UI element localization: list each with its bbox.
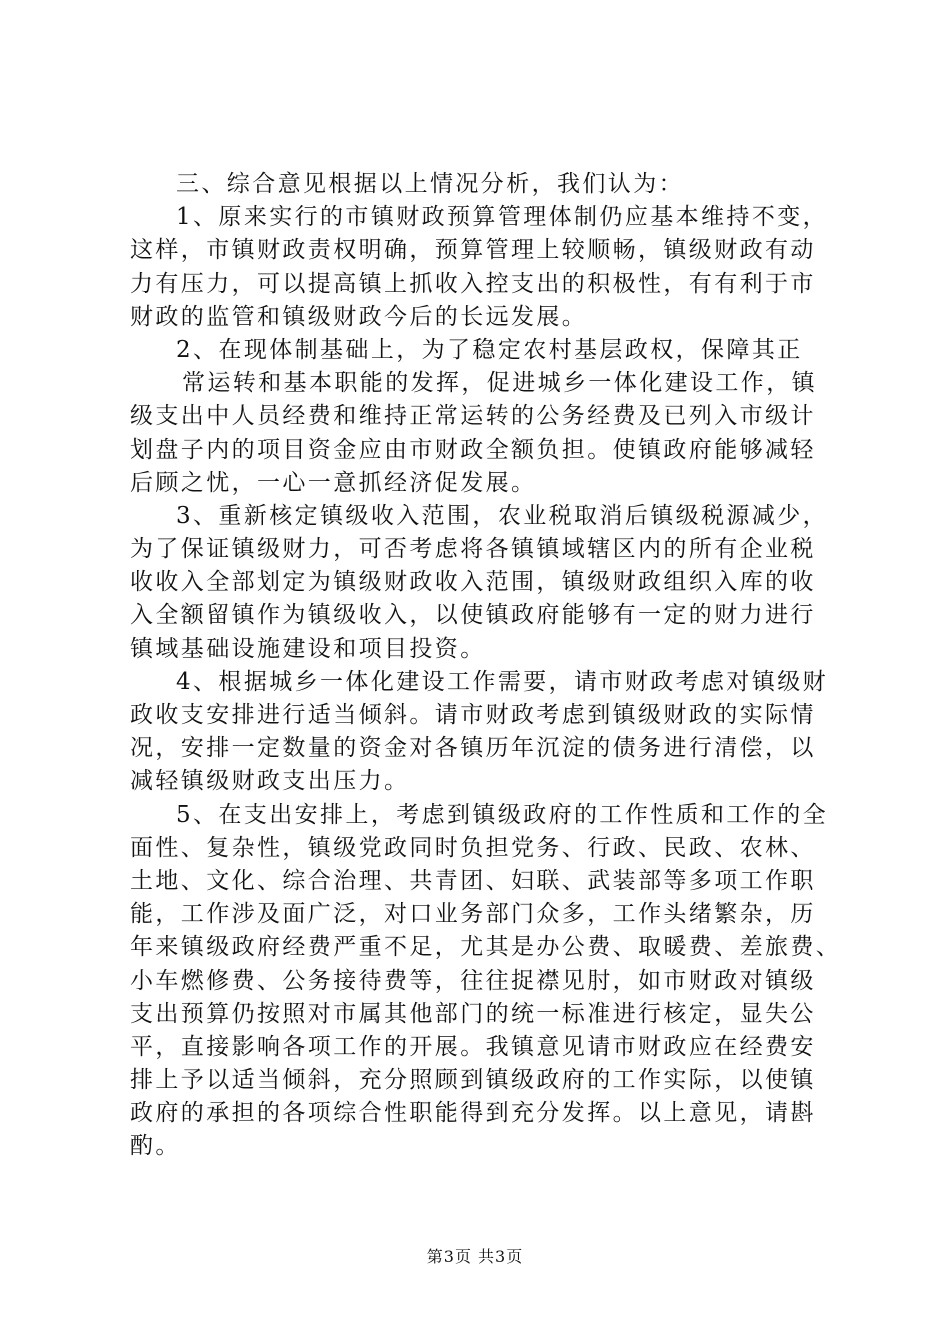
paragraph-line-3: 这样，市镇财政责权明确，预算管理上较顺畅，镇级财政有动 bbox=[130, 237, 816, 264]
paragraph-line-5: 财政的监管和镇级财政今后的长远发展。 bbox=[130, 303, 588, 330]
paragraph-line-17: 政收支安排进行适当倾斜。请市财政考虑到镇级财政的实际情 bbox=[130, 702, 816, 728]
paragraph-line-21: 面性、复杂性，镇级党政同时负担党务、行政、民政、农林、 bbox=[130, 834, 816, 861]
paragraph-line-16: 4、根据城乡一体化建设工作需要，请市财政考虑对镇级财 bbox=[176, 668, 829, 695]
paragraph-line-8: 级支出中人员经费和维持正常运转的公务经费及已列入市级计 bbox=[130, 403, 816, 430]
paragraph-line-20: 5、在支出安排上，考虑到镇级政府的工作性质和工作的全 bbox=[176, 801, 829, 828]
paragraph-line-7: 常运转和基本职能的发挥，促进城乡一体化建设工作，镇 bbox=[182, 370, 817, 397]
document-body bbox=[130, 168, 842, 1164]
paragraph-line-18: 况，安排一定数量的资金对各镇历年沉淀的债务进行清偿，以 bbox=[130, 735, 816, 762]
paragraph-line-25: 小车燃修费、公务接待费等，往往捉襟见肘，如市财政对镇级 bbox=[130, 967, 816, 994]
page-footer: 第3页 共3页 bbox=[426, 1247, 524, 1266]
paragraph-line-28: 排上予以适当倾斜，充分照顾到镇级政府的工作实际，以使镇 bbox=[130, 1067, 816, 1094]
paragraph-line-19: 减轻镇级财政支出压力。 bbox=[130, 768, 410, 795]
paragraph-line-27: 平，直接影响各项工作的开展。我镇意见请市财政应在经费安 bbox=[130, 1033, 816, 1060]
paragraph-line-13: 收收入全部划定为镇级财政收入范围，镇级财政组织入库的收 bbox=[130, 569, 816, 596]
paragraph-line-4: 力有压力，可以提高镇上抓收入控支出的积极性，有有利于市 bbox=[130, 270, 816, 297]
paragraph-line-30: 酌。 bbox=[130, 1133, 181, 1160]
paragraph-line-11: 3、重新核定镇级收入范围，农业税取消后镇级税源减少， bbox=[176, 502, 829, 529]
paragraph-line-12: 为了保证镇级财力，可否考虑将各镇镇域辖区内的所有企业税 bbox=[130, 536, 816, 563]
paragraph-line-24: 年来镇级政府经费严重不足，尤其是办公费、取暖费、差旅费、 bbox=[130, 934, 842, 961]
paragraph-line-1: 三、综合意见根据以上情况分析，我们认为： bbox=[176, 171, 684, 197]
paragraph-line-9: 划盘子内的项目资金应由市财政全额负担。使镇政府能够减轻 bbox=[130, 436, 816, 463]
paragraph-line-22: 土地、文化、综合治理、共青团、妇联、武装部等多项工作职 bbox=[130, 867, 816, 894]
paragraph-line-15: 镇域基础设施建设和项目投资。 bbox=[130, 635, 486, 662]
paragraph-line-10: 后顾之忧，一心一意抓经济促发展。 bbox=[130, 469, 537, 496]
paragraph-line-14: 入全额留镇作为镇级收入，以使镇政府能够有一定的财力进行 bbox=[130, 602, 816, 629]
paragraph-line-26: 支出预算仍按照对市属其他部门的统一标准进行核定，显失公 bbox=[130, 1000, 816, 1027]
paragraph-line-29: 政府的承担的各项综合性职能得到充分发挥。以上意见，请斟 bbox=[130, 1100, 816, 1127]
paragraph-line-2: 1、原来实行的市镇财政预算管理体制仍应基本维持不变， bbox=[176, 204, 829, 231]
paragraph-line-6: 2、在现体制基础上，为了稳定农村基层政权，保障其正 bbox=[176, 336, 803, 363]
paragraph-line-23: 能，工作涉及面广泛，对口业务部门众多，工作头绪繁杂，历 bbox=[130, 901, 816, 928]
